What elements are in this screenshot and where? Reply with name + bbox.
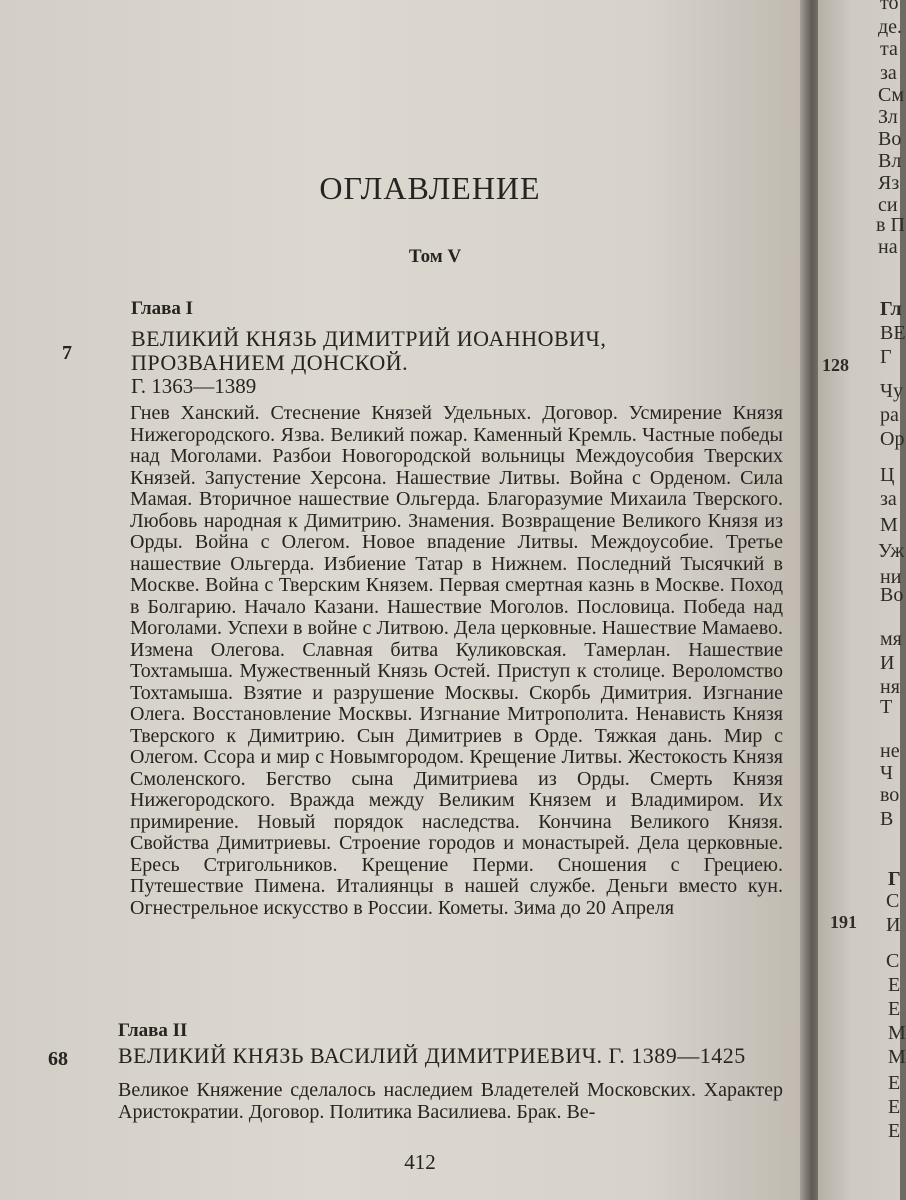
chapter-1-title-line1: ВЕЛИКИЙ КНЯЗЬ ДИМИТРИЙ ИОАННОВИЧ, [131,326,607,351]
right-fragment: ня [880,676,900,698]
right-fragment: И [880,652,895,674]
right-fragment: Гл [880,298,902,320]
right-fragment: Во [878,128,902,150]
right-fragment: в П [876,214,905,236]
chapter-2-label: Глава II [118,1020,188,1041]
right-fragment: 191 [830,912,857,932]
right-fragment: Чу [880,380,903,402]
chapter-1-title-line2: ПРОЗВАНИЕМ ДОНСКОЙ. [131,350,409,375]
right-fragment: М [880,514,898,536]
right-fragment: Уж [878,540,905,562]
right-fragment: В [880,808,894,830]
chapter-2-page-number: 68 [48,1048,68,1070]
right-fragment: Т [880,696,893,718]
chapter-1-years: Г. 1363—1389 [131,374,257,398]
right-fragment: Ц [880,464,895,486]
right-fragment: на [878,236,898,258]
right-fragment: во [880,784,900,806]
right-fragment: Г [888,868,901,890]
right-fragment: Зл [878,106,898,128]
right-fragment: 128 [822,355,849,375]
right-fragment: ВЕ [880,322,906,344]
page-number: 412 [404,1150,436,1174]
right-fragment: ра [880,404,899,426]
volume-heading: Том V [408,246,462,267]
right-fragment: Е [888,998,901,1020]
chapter-1-page-number: 7 [62,342,72,364]
right-fragment: И [886,914,901,936]
right-page [818,0,906,1200]
right-fragment: Ч [880,762,893,784]
right-fragment: то [880,0,899,14]
right-fragment: не [880,740,900,762]
right-fragment: С [886,950,900,972]
right-fragment: та [880,38,898,60]
right-fragment: за [880,62,897,84]
right-fragment: М [888,1046,906,1068]
right-fragment: Вл [878,150,902,172]
right-fragment: за [880,488,897,510]
right-fragment: Во [880,584,904,606]
chapter-2-title: ВЕЛИКИЙ КНЯЗЬ ВАСИЛИЙ ДИМИТРИЕВИЧ. Г. 1389—1425 [118,1043,746,1068]
right-fragment: С [886,890,900,912]
right-fragment: Е [888,974,901,996]
right-fragment: Е [888,1120,901,1142]
right-fragment: Яз [878,172,900,194]
chapter-1-label: Глава I [131,298,194,319]
right-fragment: См [878,84,904,106]
right-fragment: Ор [880,428,905,450]
right-fragment: ни [880,566,902,588]
right-fragment: М [888,1022,906,1044]
right-fragment: си [878,194,898,216]
right-fragment: мя [880,628,902,650]
right-fragment: Е [888,1096,901,1118]
chapter-1-summary: Гнев Ханский. Стеснение Князей Удельных. Договор. Усмирение Князя Нижегородского. Язва. Великий пожар. Каменный Кремль. Частные победы над Моголами. Разбои Новогородской вольницы Междоусобия Тверских Князей. Запустение Херсона. Нашествие Литвы. Война с Орденом. Сила Мамая. Вторичное нашествие Ольгерда. Благоразумие Михаила Тверского. Любовь народная к Димитрию. Знамения. Возвращение Великого Князя из Орды. Война с Олегом. Новое впадение Литвы. Междоусобие. Третье нашествие Ольгерда. Избиение Татар в Нижнем. Последний Тысячкий в Москве. Война с Тверским Князем. Первая смертная казнь в Москве. Поход в Болгарию. Начало Казани. Нашествие Моголов. Пословица. Победа над Моголами. Успехи в войне с Литвою. Дела церковные. Нашествие Мамаево. Измена Олегова. Славная битва Куликовская. Тамерлан. Нашествие Тохтамыша. Мужественный Князь Остей. Приступ к столице. Вероломство Тохтамыша. Взятие и разрушение Москвы. Скорбь Димитрия. Изгнание Олега. Восстановление Москвы. Изгнание Митрополита. Ненависть Князя Тверского к Димитрию. Сын Димитриев в Орде. Тяжкая дань. Мир с Олегом. Ссора и мир с Новымгородом. Крещение Литвы. Жестокость Князя Смоленского. Бегство сына Димитриева из Орды. Смерть Князя Нижегородского. Вражда между Великим Князем и Владимиром. Их примирение. Новый порядок наследства. Кончина Великого Князя. Свойства Димитриевы. Строение городов и монастырей. Дела церковные. Ересь Стригольников. Крещение Перми. Сношения с Грециею. Путешествие Пимена. Италиянцы в нашей службе. Деньги вместо кун. Огнестрельное искусство в России. Кометы. Зима до 20 Апреля [130,402,783,919]
chapter-2-summary: Великое Княжение сделалось наследием Владетелей Московских. Характер Аристократии. Договор. Политика Василиева. Брак. Ве- [118,1079,783,1123]
right-fragment: де. [878,16,903,38]
right-fragment: Е [888,1072,901,1094]
page-title: ОГЛАВЛЕНИЕ [319,170,541,206]
right-fragment: Г [880,346,892,368]
